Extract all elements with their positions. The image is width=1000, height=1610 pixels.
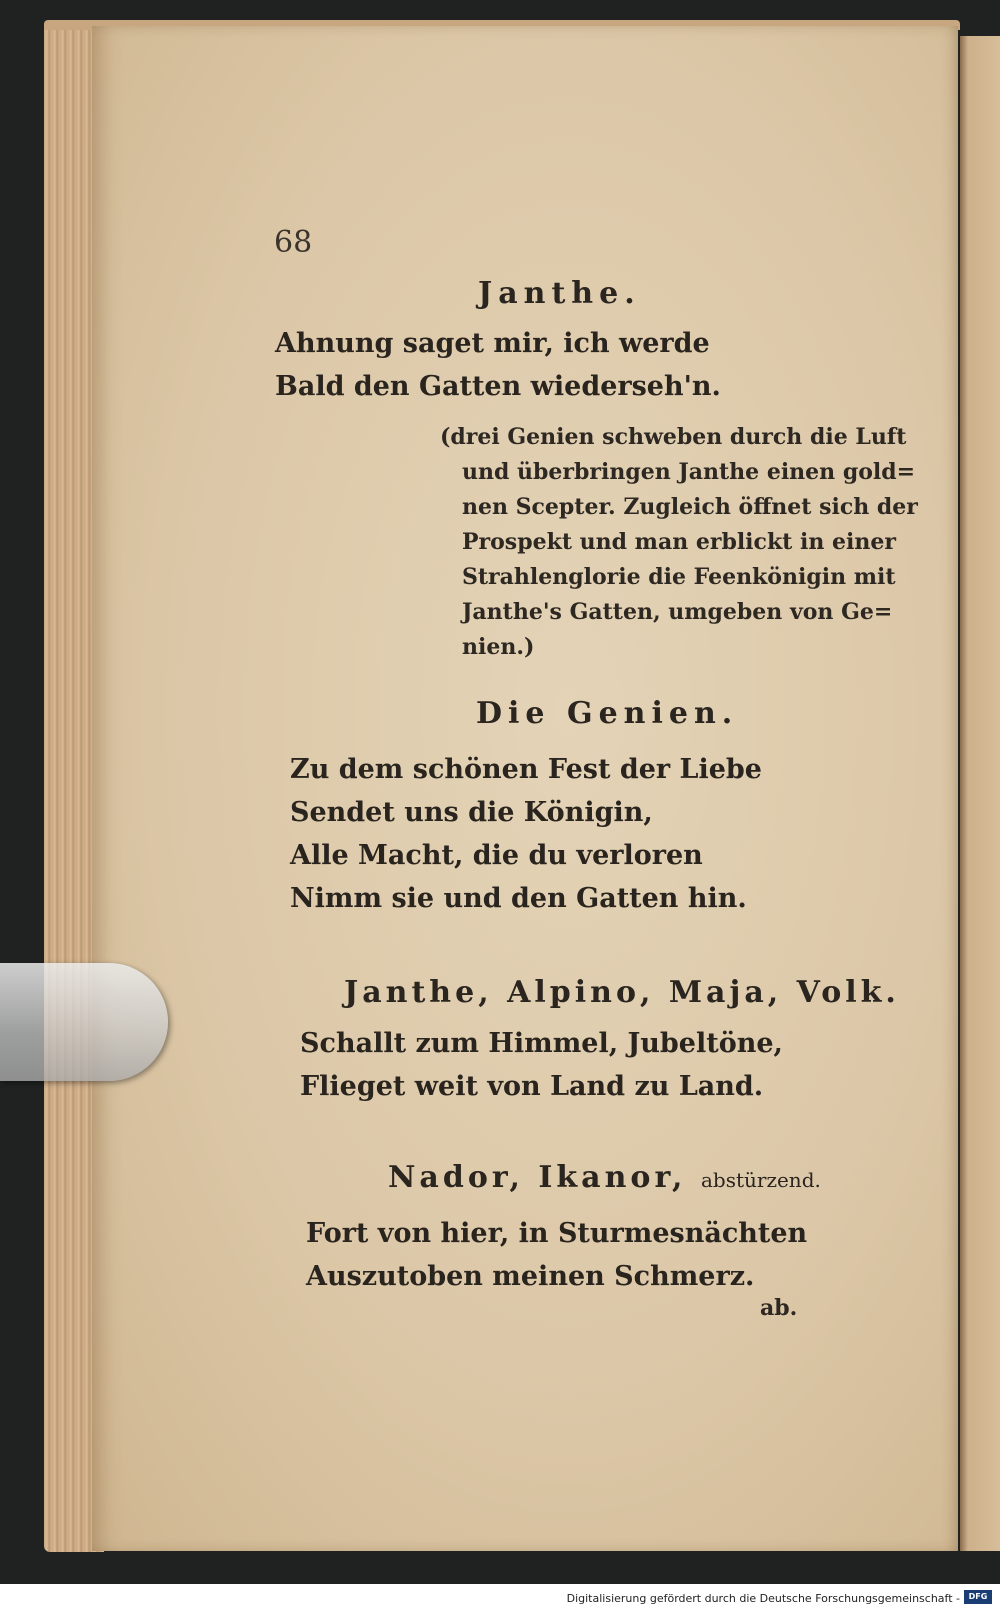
stage-direction bbox=[440, 420, 918, 665]
verse-nador bbox=[306, 1212, 807, 1298]
verse-line: Nimm sie und den Gatten hin. bbox=[290, 883, 747, 914]
aside-direction: abstürzend. bbox=[700, 1168, 821, 1192]
speaker-genien: Die Genien. bbox=[476, 696, 739, 731]
speaker-chorus: Janthe, Alpino, Maja, Volk. bbox=[344, 975, 900, 1010]
verse-line: Schallt zum Himmel, Jubeltöne, bbox=[300, 1028, 783, 1059]
stage-line: nien.) bbox=[462, 634, 535, 660]
stage-line: Prospekt und man erblickt in einer bbox=[462, 529, 896, 555]
page-clip bbox=[0, 963, 168, 1081]
credit-text: Digitalisierung gefördert durch die Deutsche Forschungsgemeinschaft - bbox=[566, 1592, 960, 1605]
stage-line: (drei Genien schweben durch die Luft bbox=[440, 424, 907, 450]
verse-line: Ahnung saget mir, ich werde bbox=[275, 328, 710, 359]
speaker-nador bbox=[388, 1160, 821, 1195]
stage-line: Strahlenglorie die Feenkönigin mit bbox=[462, 564, 896, 590]
verse-line: Sendet uns die Königin, bbox=[290, 797, 653, 828]
exit-direction: ab. bbox=[760, 1295, 798, 1321]
verse-line: Zu dem schönen Fest der Liebe bbox=[290, 754, 762, 785]
verse-line: Auszutoben meinen Schmerz. bbox=[306, 1261, 755, 1292]
speaker-janthe: Janthe. bbox=[478, 276, 641, 311]
verse-chorus bbox=[300, 1022, 783, 1108]
speaker-names: Nador, Ikanor, bbox=[388, 1160, 687, 1195]
verse-line: Flieget weit von Land zu Land. bbox=[300, 1071, 764, 1102]
stage-line: Janthe's Gatten, umgeben von Ge= bbox=[462, 599, 893, 625]
verse-janthe bbox=[275, 322, 721, 408]
facing-page-edge bbox=[960, 36, 1000, 1551]
verse-line: Alle Macht, die du verloren bbox=[290, 840, 703, 871]
dfg-logo: DFG bbox=[964, 1590, 992, 1604]
verse-line: Bald den Gatten wiederseh'n. bbox=[275, 371, 721, 402]
stage-line: nen Scepter. Zugleich öffnet sich der bbox=[462, 494, 918, 520]
stage-line: und überbringen Janthe einen gold= bbox=[462, 459, 916, 485]
verse-genien bbox=[290, 748, 762, 920]
page-number: 68 bbox=[274, 225, 313, 260]
verse-line: Fort von hier, in Sturmesnächten bbox=[306, 1218, 808, 1249]
